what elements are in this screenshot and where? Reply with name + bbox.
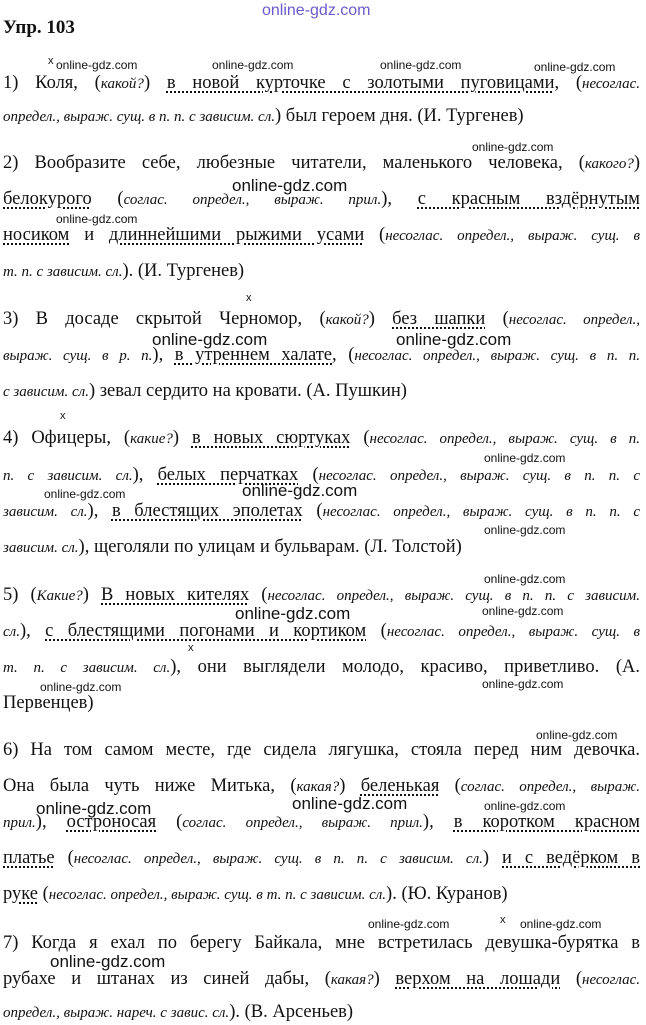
question: какая? — [296, 779, 340, 795]
text: ) — [172, 428, 192, 448]
underlined-text: верхом на лошади — [395, 969, 561, 989]
note: сл. — [3, 624, 20, 640]
text: ) — [368, 309, 393, 329]
note: несоглас. определ., выраж. сущ. в п. п. с зависим. сл. — [73, 851, 483, 867]
watermark: online-gdz.com — [484, 799, 566, 813]
watermark: online-gdz.com — [36, 799, 152, 818]
underlined-text: В новых кителях — [101, 585, 250, 605]
text: ( — [298, 465, 319, 485]
question: какого? — [584, 156, 634, 172]
text: Она была чуть ниже Митька, ( — [3, 776, 297, 796]
text: Первенцев) — [3, 693, 94, 713]
note: несоглас. определ., выраж. сущ. в — [386, 624, 640, 640]
watermark: online-gdz.com — [368, 917, 450, 931]
watermark-top: online-gdz.com — [262, 2, 371, 19]
text-line — [3, 104, 640, 129]
note: определ., выраж. нареч. с завис. сл. — [3, 1005, 230, 1021]
text: ( — [366, 621, 387, 641]
text: ( — [302, 501, 323, 521]
text-line — [3, 882, 640, 907]
underlined-text: с блестящими погонами и кортиком — [45, 621, 367, 641]
question: какие? — [130, 431, 173, 447]
question: какой? — [100, 76, 144, 92]
text-line — [3, 426, 640, 451]
text-line — [3, 1000, 640, 1025]
note: с зависим. сл. — [3, 384, 89, 400]
note: соглас. определ., выраж. прил. — [182, 815, 423, 831]
text: 7) Когда я ехал по берегу Байкала, мне встретилась девушка-бурятка в — [3, 933, 640, 953]
watermark: online-gdz.com — [292, 794, 408, 813]
note: несоглас. определ., выраж. сущ. в п. п. с — [318, 468, 641, 484]
watermark: online-gdz.com — [152, 330, 268, 349]
underlined-text: остроносая — [66, 812, 157, 832]
watermark: online-gdz.com — [482, 677, 564, 691]
text: 5) ( — [3, 585, 37, 605]
text: 4) Офицеры, ( — [3, 428, 131, 448]
mark-5: x — [500, 914, 506, 926]
note: несоглас. определ., выраж. сущ. в — [385, 228, 640, 244]
text-line — [3, 151, 640, 176]
note: п. с зависим. сл. — [3, 468, 133, 484]
text: ), — [152, 345, 175, 365]
text-line — [3, 535, 640, 560]
text: и — [69, 225, 109, 245]
note: т. п. с зависим. сл. — [3, 264, 123, 280]
note: несоглас. определ., выраж. сущ. в т. п. с зависим. сл. — [48, 887, 387, 903]
underlined-text: платье — [3, 848, 55, 868]
watermark: online-gdz.com — [235, 604, 351, 623]
text: рубахе и штанах из синей дабы, ( — [3, 969, 331, 989]
watermark: online-gdz.com — [232, 176, 348, 195]
text: ( — [156, 812, 183, 832]
text: ) — [143, 73, 167, 93]
text: ). (В. Арсеньев) — [229, 1002, 354, 1022]
text: ). (И. Тургенев) — [122, 261, 245, 281]
note: соглас. определ., выраж. — [460, 779, 640, 795]
text-line — [3, 691, 640, 715]
note: выраж. сущ. в р. п. — [3, 348, 153, 364]
watermark: online-gdz.com — [482, 604, 564, 618]
text: 3) В досаде скрытой Черномор, ( — [3, 309, 326, 329]
text: ) был героем дня. (И. Тургенев) — [275, 106, 524, 126]
text: ) — [339, 776, 361, 796]
text: ( — [38, 884, 49, 904]
text-line — [3, 259, 640, 284]
watermark: online-gdz.com — [40, 680, 122, 694]
watermark: online-gdz.com — [472, 140, 554, 154]
note: несоглас. определ., выраж. сущ. в п. — [369, 431, 640, 447]
note: прил. — [3, 815, 36, 831]
mark-3: x — [60, 410, 66, 422]
underlined-text: в утреннем халате — [174, 345, 333, 365]
underlined-text: длиннейшими рыжими усами — [108, 225, 365, 245]
text: ). (Ю. Куранов) — [386, 884, 508, 904]
watermark: online-gdz.com — [56, 58, 138, 72]
note: зависим. сл. — [3, 504, 88, 520]
text: ), — [422, 812, 454, 832]
watermark: online-gdz.com — [520, 917, 602, 931]
text: , ( — [554, 73, 582, 93]
underlined-text: руке — [3, 884, 38, 904]
note: определ., выраж. сущ. в п. п. с зависим. сл. — [3, 109, 275, 125]
text: ), — [19, 621, 46, 641]
underlined-text: в новых сюртуках — [191, 428, 351, 448]
note: несоглас. определ., — [508, 312, 641, 328]
note: т. п. с зависим. сл. — [3, 660, 171, 676]
watermark: online-gdz.com — [484, 523, 566, 537]
note: несоглас. — [582, 76, 640, 92]
text: ), — [35, 812, 67, 832]
underlined-text: белокурого — [3, 189, 92, 209]
note: соглас. определ., выраж. прил. — [123, 192, 382, 208]
watermark: online-gdz.com — [536, 728, 618, 742]
text-line — [3, 379, 640, 404]
text: ( — [560, 969, 582, 989]
watermark: online-gdz.com — [484, 572, 566, 586]
watermark: online-gdz.com — [44, 487, 126, 501]
underlined-text: беленькая — [360, 776, 440, 796]
text: ( — [91, 189, 124, 209]
underlined-text: с красным вздёрнутым — [417, 189, 640, 209]
watermark: online-gdz.com — [56, 212, 138, 226]
text: 1) Коля, ( — [3, 73, 101, 93]
text: ( — [364, 225, 386, 245]
text: ), щеголяли по улицам и бульварам. (Л. Толстой) — [78, 537, 462, 557]
mark-2: x — [246, 292, 252, 304]
note: несоглас. определ., выраж. сущ. в п. п. с — [322, 504, 640, 520]
text: ) — [482, 848, 503, 868]
mark-1: x — [48, 55, 54, 67]
underlined-text: в коротком красном — [453, 812, 640, 832]
note: несоглас. — [582, 972, 640, 988]
underlined-text: в блестящих эполетах — [111, 501, 303, 521]
watermark: online-gdz.com — [380, 58, 462, 72]
question: какая? — [330, 972, 374, 988]
watermark: online-gdz.com — [484, 451, 566, 465]
text: ), — [381, 189, 418, 209]
watermark: online-gdz.com — [50, 952, 166, 971]
text: ) — [373, 969, 396, 989]
text: ) зевал сердито на кровати. (А. Пушкин) — [88, 381, 407, 401]
watermark: online-gdz.com — [534, 60, 616, 74]
text: ( — [439, 776, 461, 796]
text: ), они выглядели молодо, красиво, приветливо. (А. — [170, 657, 640, 677]
text: ) — [633, 153, 640, 173]
mark-4: x — [188, 642, 194, 654]
underlined-text: в новой курточке с золотыми пуговицами — [166, 73, 555, 93]
note: несоглас. определ., выраж. сущ. в п. п. — [354, 348, 641, 364]
watermark: online-gdz.com — [242, 481, 358, 500]
text: ( — [350, 428, 370, 448]
text: ), — [132, 465, 158, 485]
question: Какие? — [36, 588, 83, 604]
underlined-text: без шапки — [392, 309, 486, 329]
text-line — [3, 307, 640, 332]
exercise-title: Упр. 103 — [3, 17, 75, 38]
underlined-text: носиком — [3, 225, 70, 245]
underlined-text: белых перчатках — [157, 465, 299, 485]
text: ( — [249, 585, 268, 605]
text-line — [3, 223, 640, 248]
watermark: online-gdz.com — [396, 330, 512, 349]
watermark: online-gdz.com — [212, 58, 294, 72]
text: , ( — [332, 345, 355, 365]
text: ( — [54, 848, 74, 868]
question: какой? — [325, 312, 369, 328]
text: 6) На том самом месте, где сидела лягушка, стояла перед ним девочка. — [3, 740, 640, 760]
note: зависим. сл. — [3, 540, 79, 556]
text: ), — [87, 501, 112, 521]
text-line — [3, 846, 640, 871]
text-line — [3, 499, 640, 524]
text: ( — [485, 309, 509, 329]
text-line — [3, 343, 640, 368]
underlined-text: и с ведёрком в — [502, 848, 640, 868]
text-line — [3, 71, 640, 96]
note: несоглас. определ., выраж. сущ. в п. п. с зависим. — [267, 588, 640, 604]
text: ) — [82, 585, 102, 605]
text: 2) Вообразите себе, любезные читатели, маленького человека, ( — [3, 153, 585, 173]
